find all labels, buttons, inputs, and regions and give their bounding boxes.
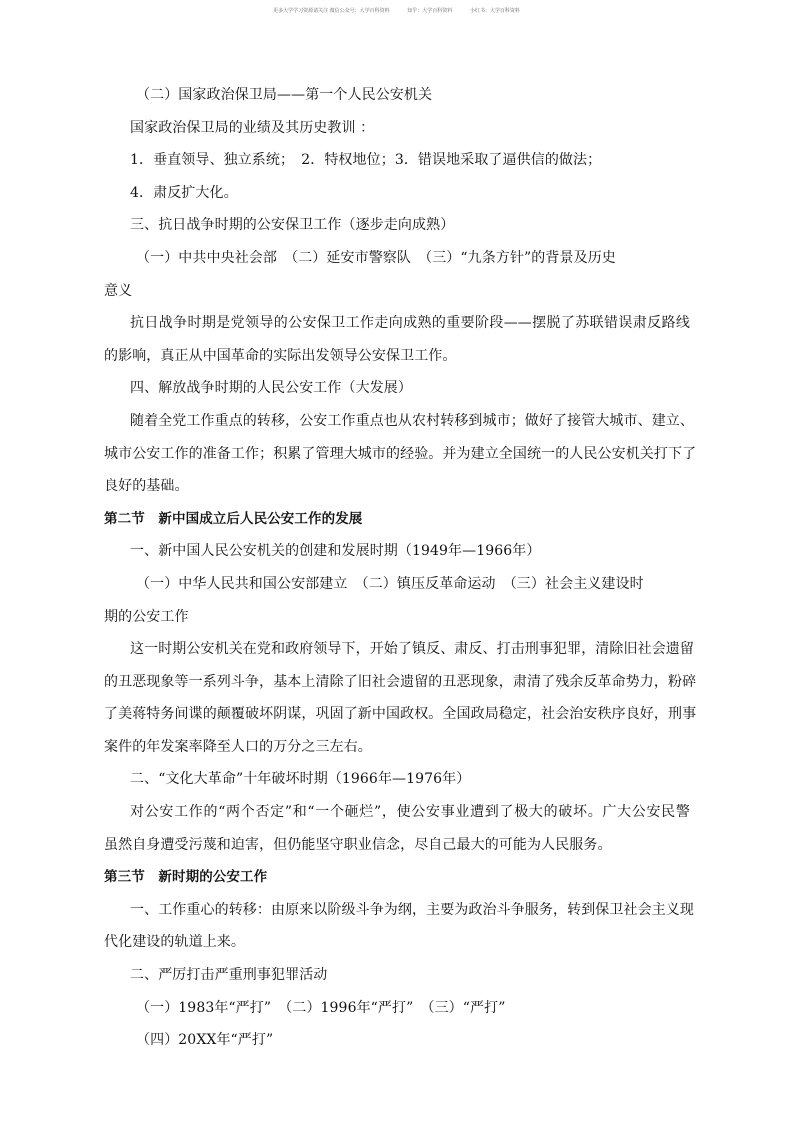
subheading: 二、严厉打击严重刑事犯罪活动 — [130, 967, 328, 984]
paragraph-line: 抗日战争时期是党领导的公安保卫工作走向成熟的重要阶段——摆脱了苏联错误肃反路线 — [130, 315, 690, 332]
list-line: 4．肃反扩大化。 — [130, 184, 238, 201]
list-line: （一）中共中央社会部 （二）延安市警察队 （三）“九条方针”的背景及历史 — [136, 249, 616, 266]
header-item: 知乎：大学百科资料 — [407, 8, 453, 14]
page-header — [0, 7, 793, 14]
subheading: 二、“文化大革命”十年破坏时期（1966年—1976年） — [130, 771, 471, 788]
section-heading: 第二节 新中国成立后人民公安工作的发展 — [104, 510, 363, 527]
subheading: （二）国家政治保卫局——第一个人民公安机关 — [136, 87, 433, 103]
header-item: 更多大学学习资源请关注 微信公众号：大学百科资料 — [273, 8, 390, 14]
list-line: （一）1983年“严打” （二）1996年“严打” （三）“严打” — [136, 999, 506, 1016]
paragraph-line: 这一时期公安机关在党和政府领导下，开始了镇反、肃反、打击刑事犯罪，清除旧社会遗留 — [130, 641, 694, 658]
paragraph-line: 代化建设的轨道上来。 — [104, 934, 245, 951]
paragraph-line: 对公安工作的“两个否定”和“一个砸烂”，使公安事业遭到了极大的破坏。广大公安民警 — [130, 804, 690, 821]
paragraph-line: 良好的基础。 — [104, 478, 189, 495]
paragraph-line: 的丑恶现象等一系列斗争，基本上清除了旧社会遗留的丑恶现象，肃清了残余反革命势力，粉碎 — [104, 673, 697, 690]
section-heading: 第三节 新时期的公安工作 — [104, 869, 268, 886]
list-line: （一）中华人民共和国公安部建立 （二）镇压反革命运动 （三）社会主义建设时 — [136, 575, 644, 592]
header-item: 小红书：大学百科资料 — [469, 8, 520, 14]
list-line: （四）20XX年“严打” — [136, 1032, 274, 1049]
subheading: 三、抗日战争时期的公安保卫工作（逐步走向成熟） — [130, 217, 455, 234]
paragraph-line: 随着全党工作重点的转移，公安工作重点也从农村转移到城市；做好了接管大城市、建立、 — [130, 412, 694, 429]
paragraph-line: 国家政治保卫局的业绩及其历史教训 ： — [130, 119, 375, 136]
list-line: 意义 — [104, 282, 133, 299]
paragraph-line: 城市公安工作的准备工作；积累了管理大城市的经验。并为建立全国统一的人民公安机关打下了 — [104, 445, 697, 462]
subheading: 一、新中国人民公安机关的创建和发展时期（1949年—1966年） — [130, 543, 541, 560]
list-line: 期的公安工作 — [104, 608, 189, 625]
paragraph-line: 的影响，真正从中国革命的实际出发领导公安保卫工作。 — [104, 347, 457, 364]
paragraph-line: 虽然自身遭受污蔑和迫害，但仍能坚守职业信念，尽自己最大的可能为人民服务。 — [104, 836, 612, 853]
subheading: 四、解放战争时期的人民公安工作（大发展） — [130, 380, 412, 397]
paragraph-line: 案件的年发案率降至人口的万分之三左右。 — [104, 738, 372, 755]
paragraph-line: 了美蒋特务间谍的颠覆破坏阴谋，巩固了新中国政权。全国政局稳定，社会治安秩序良好，刑事 — [104, 706, 697, 723]
paragraph-line: 一、工作重心的转移：由原来以阶级斗争为纲，主要为政治斗争服务，转到保卫社会主义现 — [130, 901, 694, 918]
list-line: 1．垂直领导、独立系统； 2．特权地位；3．错误地采取了逼供信的做法； — [130, 152, 602, 169]
document-body — [104, 79, 697, 1057]
